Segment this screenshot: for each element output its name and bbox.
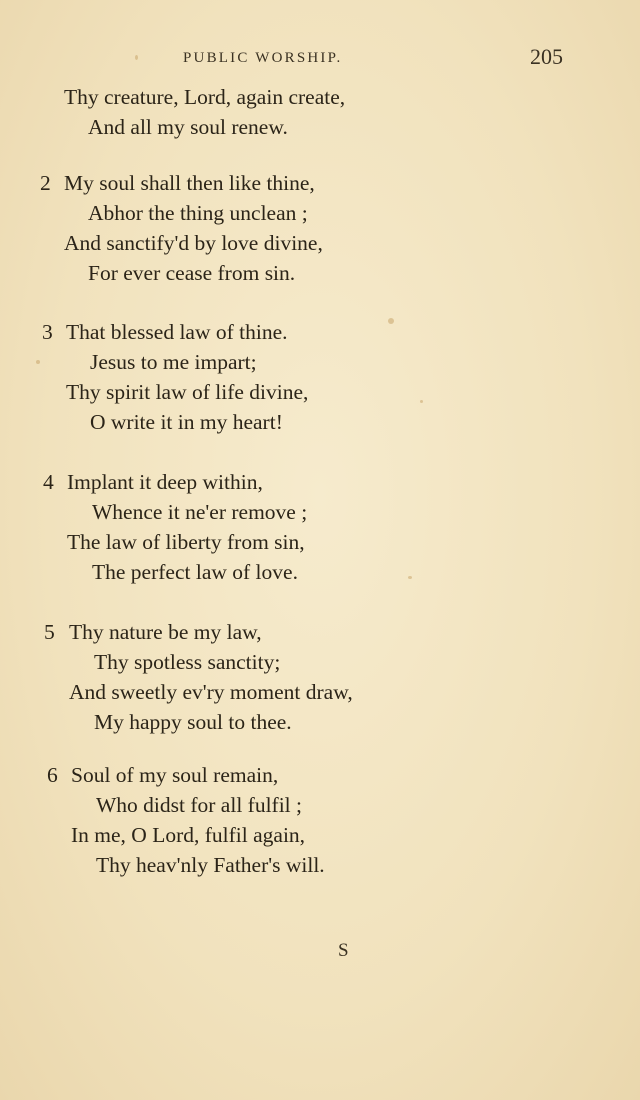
foxing-spot: [420, 400, 423, 403]
foxing-spot: [408, 576, 412, 579]
stanza-number: 5: [44, 620, 55, 644]
verse-line: Thy nature be my law,: [69, 620, 262, 644]
stanza-number: 3: [42, 320, 53, 344]
stanza-number: 4: [43, 470, 54, 494]
verse-line: The law of liberty from sin,: [67, 530, 305, 554]
foxing-spot: [36, 360, 40, 364]
verse-line: Whence it ne'er remove ;: [92, 500, 308, 524]
verse-line: Implant it deep within,: [67, 470, 263, 494]
verse-line: My soul shall then like thine,: [64, 171, 315, 195]
verse-line: O write it in my heart!: [90, 410, 283, 434]
running-title: PUBLIC WORSHIP.: [183, 50, 343, 66]
signature-mark: S: [338, 940, 349, 961]
verse-line: In me, O Lord, fulfil again,: [71, 823, 306, 847]
verse-line: Thy heav'nly Father's will.: [96, 853, 325, 877]
page-header: [0, 44, 640, 74]
verse-line: Jesus to me impart;: [90, 350, 257, 374]
page-number: 205: [530, 44, 563, 69]
verse-line: Soul of my soul remain,: [71, 763, 279, 787]
verse-line: And all my soul renew.: [88, 115, 288, 139]
verse-line: Thy spirit law of life divine,: [66, 380, 309, 404]
verse-line: The perfect law of love.: [92, 560, 298, 584]
verse-line: Thy spotless sanctity;: [94, 650, 281, 674]
verse-line: Abhor the thing unclean ;: [88, 201, 308, 225]
verse-line: Who didst for all fulfil ;: [96, 793, 303, 817]
stanza-number: 6: [47, 763, 58, 787]
stanza-number: 2: [40, 171, 51, 195]
verse-line: And sweetly ev'ry moment draw,: [69, 680, 353, 704]
verse-line: My happy soul to thee.: [94, 710, 292, 734]
verse-line: For ever cease from sin.: [88, 261, 296, 285]
verse-line: That blessed law of thine.: [66, 320, 288, 344]
foxing-spot: [388, 318, 394, 324]
verse-line: And sanctify'd by love divine,: [64, 231, 323, 255]
verse-line: Thy creature, Lord, again create,: [64, 85, 346, 109]
